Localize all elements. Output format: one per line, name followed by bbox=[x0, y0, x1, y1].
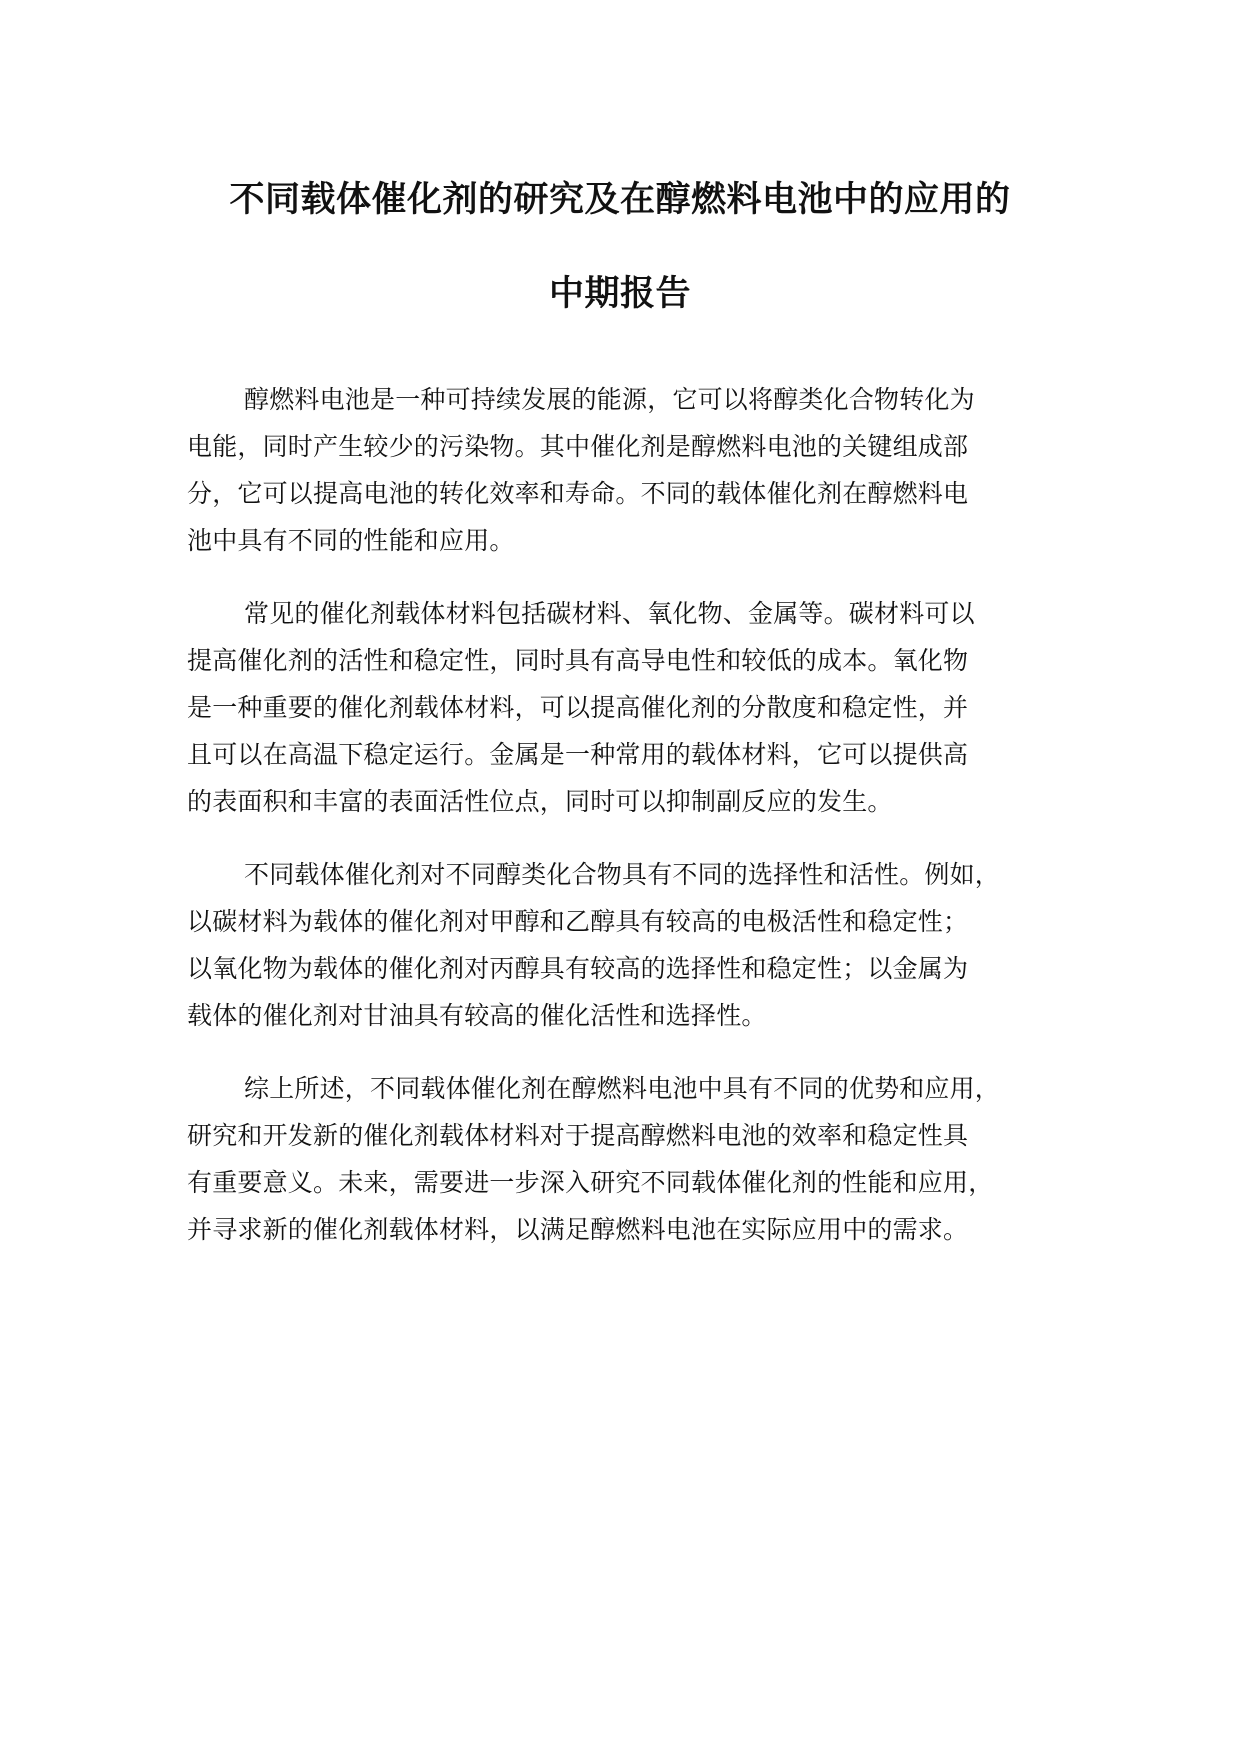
paragraph-line: 以碳材料为载体的催化剂对甲醇和乙醇具有较高的电极活性和稳定性； bbox=[187, 907, 969, 936]
paragraph-line: 以氧化物为载体的催化剂对丙醇具有较高的选择性和稳定性；以金属为 bbox=[187, 954, 969, 983]
title-line-2: 中期报告 bbox=[548, 274, 691, 314]
paragraph-line: 载体的催化剂对甘油具有较高的催化活性和选择性。 bbox=[187, 1001, 767, 1030]
paragraph-line: 醇燃料电池是一种可持续发展的能源，它可以将醇类化合物转化为 bbox=[244, 385, 975, 414]
title-line-1: 不同载体催化剂的研究及在醇燃料电池中的应用的 bbox=[229, 180, 1011, 220]
paragraph-line: 不同载体催化剂对不同醇类化合物具有不同的选择性和活性。例如， bbox=[244, 860, 1001, 889]
paragraph-line: 且可以在高温下稳定运行。金属是一种常用的载体材料，它可以提供高 bbox=[187, 740, 969, 769]
paragraph-line: 提高催化剂的活性和稳定性，同时具有高导电性和较低的成本。氧化物 bbox=[187, 646, 969, 675]
document-title bbox=[150, 178, 1090, 316]
paragraph-3 bbox=[187, 851, 1077, 1039]
paragraph-line: 是一种重要的催化剂载体材料，可以提高催化剂的分散度和稳定性，并 bbox=[187, 693, 969, 722]
paragraph-line: 的表面积和丰富的表面活性位点，同时可以抑制副反应的发生。 bbox=[187, 787, 893, 816]
paragraph-line: 常见的催化剂载体材料包括碳材料、氧化物、金属等。碳材料可以 bbox=[244, 599, 975, 628]
paragraph-4 bbox=[187, 1065, 1077, 1253]
paragraph-2 bbox=[187, 590, 1077, 825]
paragraph-line: 分，它可以提高电池的转化效率和寿命。不同的载体催化剂在醇燃料电 bbox=[187, 479, 969, 508]
paragraph-line: 有重要意义。未来，需要进一步深入研究不同载体催化剂的性能和应用， bbox=[187, 1168, 994, 1197]
document-body bbox=[187, 376, 1077, 1279]
paragraph-1 bbox=[187, 376, 1077, 564]
paragraph-line: 电能，同时产生较少的污染物。其中催化剂是醇燃料电池的关键组成部 bbox=[187, 432, 969, 461]
paragraph-line: 池中具有不同的性能和应用。 bbox=[187, 526, 515, 555]
paragraph-line: 研究和开发新的催化剂载体材料对于提高醇燃料电池的效率和稳定性具 bbox=[187, 1121, 969, 1150]
paragraph-line: 并寻求新的催化剂载体材料，以满足醇燃料电池在实际应用中的需求。 bbox=[187, 1215, 969, 1244]
paragraph-line: 综上所述，不同载体催化剂在醇燃料电池中具有不同的优势和应用， bbox=[244, 1074, 1001, 1103]
